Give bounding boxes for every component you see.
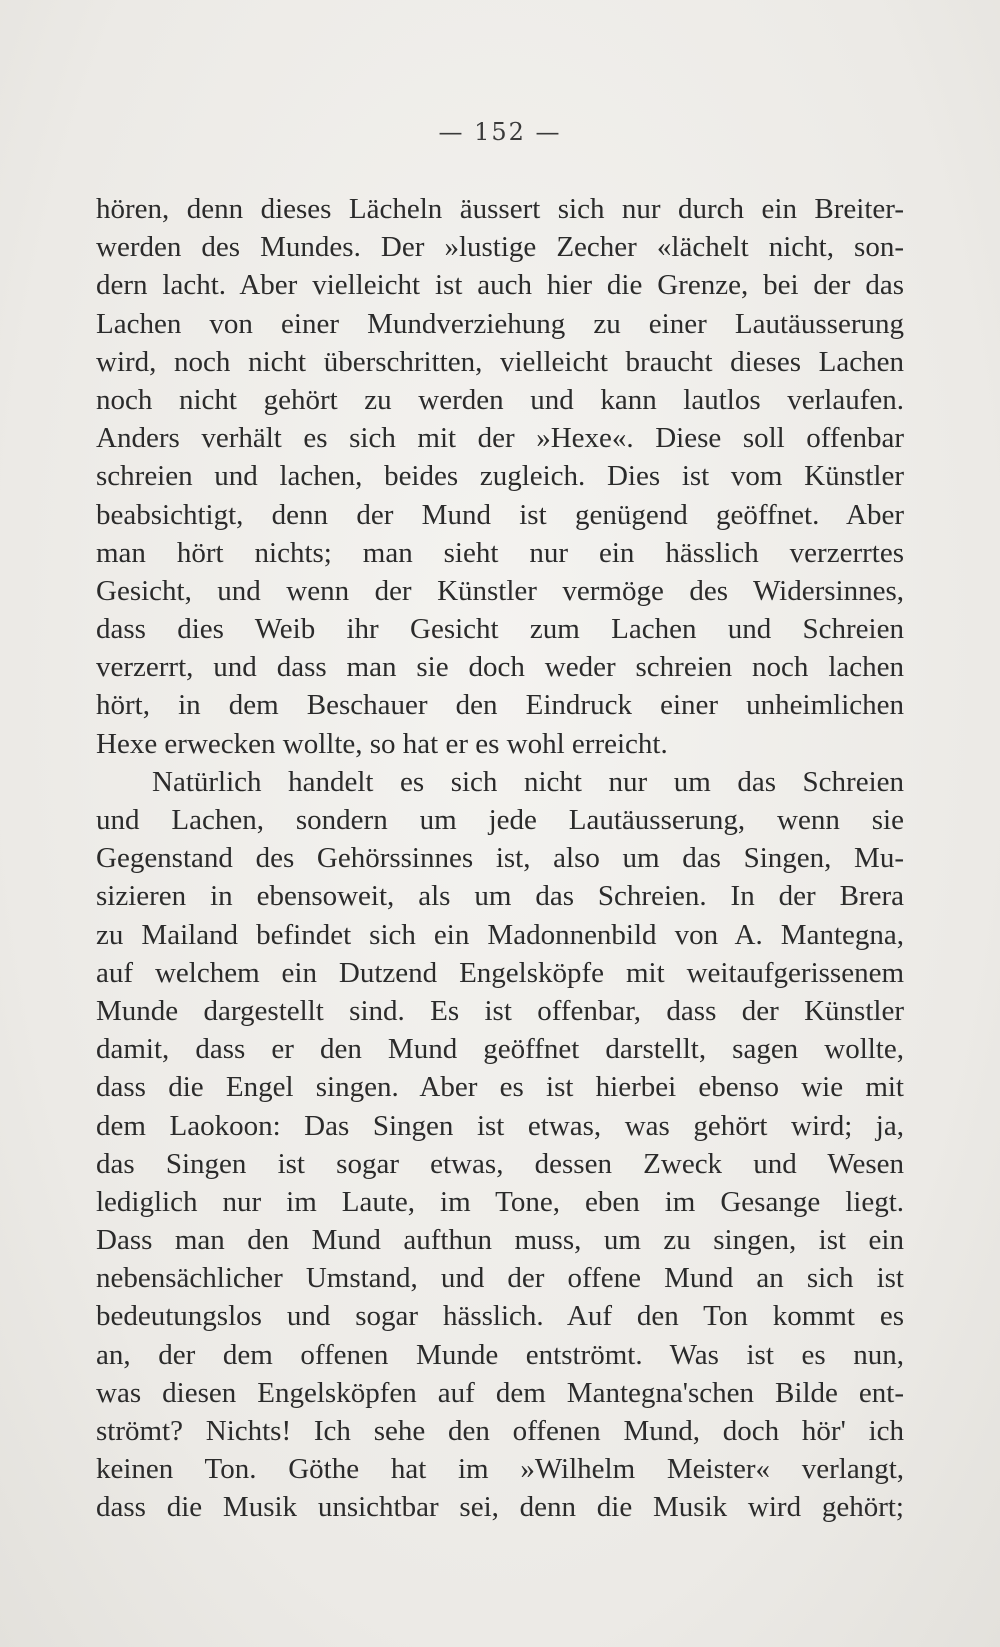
text-line: verzerrt, und dass man sie doch weder schreien noch lachen xyxy=(96,651,904,684)
body-text xyxy=(96,190,904,1527)
text-line: bedeutungslos und sogar hässlich. Auf den Ton kommt es xyxy=(96,1300,904,1333)
text-line: dass die Engel singen. Aber es ist hierbei ebenso wie mit xyxy=(96,1071,904,1104)
text-line: dern lacht. Aber vielleicht ist auch hier die Grenze, bei der das xyxy=(96,269,904,302)
text-line: beabsichtigt, denn der Mund ist genügend geöffnet. Aber xyxy=(96,498,904,531)
text-line: Natürlich handelt es sich nicht nur um das Schreien xyxy=(152,765,904,798)
text-line: dass die Musik unsichtbar sei, denn die Musik wird gehört; xyxy=(96,1491,904,1524)
text-line: werden des Mundes. Der »lustige Zecher «lächelt nicht, son- xyxy=(96,231,904,264)
text-line: strömt? Nichts! Ich sehe den offenen Mund, doch hör' ich xyxy=(96,1415,904,1447)
text-line: damit, dass er den Mund geöffnet darstellt, sagen wollte, xyxy=(96,1033,904,1066)
text-line: keinen Ton. Göthe hat im »Wilhelm Meister« verlangt, xyxy=(96,1453,904,1486)
page-number: — 152 — xyxy=(438,118,562,146)
text-line: Hexe erwecken wollte, so hat er es wohl erreicht. xyxy=(96,727,668,760)
text-line: sizieren in ebensoweit, als um das Schreien. In der Brera xyxy=(96,880,904,913)
text-line: was diesen Engelsköpfen auf dem Mantegna'schen Bilde ent- xyxy=(96,1376,904,1409)
text-line: Gesicht, und wenn der Künstler vermöge des Widersinnes, xyxy=(96,574,904,607)
text-line: das Singen ist sogar etwas, dessen Zweck und Wesen xyxy=(96,1147,904,1180)
text-line: wird, noch nicht überschritten, vielleicht braucht dieses Lachen xyxy=(96,345,904,378)
text-line: und Lachen, sondern um jede Lautäusserung, wenn sie xyxy=(96,804,904,836)
text-line: schreien und lachen, beides zugleich. Dies ist vom Künstler xyxy=(96,460,904,493)
text-line: hören, denn dieses Lächeln äussert sich nur durch ein Breiter- xyxy=(96,193,904,225)
text-line: lediglich nur im Laute, im Tone, eben im Gesange liegt. xyxy=(96,1185,904,1218)
text-line: Gegenstand des Gehörssinnes ist, also um das Singen, Mu- xyxy=(96,842,904,875)
text-line: Dass man den Mund aufthun muss, um zu singen, ist ein xyxy=(96,1224,904,1257)
text-line: Munde dargestellt sind. Es ist offenbar, dass der Künstler xyxy=(96,994,904,1027)
text-line: Anders verhält es sich mit der »Hexe«. Diese soll offenbar xyxy=(96,422,904,455)
text-line: noch nicht gehört zu werden und kann lautlos verlaufen. xyxy=(96,383,904,416)
text-line: zu Mailand befindet sich ein Madonnenbild von A. Mantegna, xyxy=(96,918,904,951)
text-line: an, der dem offenen Munde entströmt. Was ist es nun, xyxy=(96,1338,904,1371)
text-line: auf welchem ein Dutzend Engelsköpfe mit weitaufgerissenem xyxy=(96,956,904,989)
text-line: Lachen von einer Mundverziehung zu einer Lautäusserung xyxy=(96,307,904,340)
text-line: dass dies Weib ihr Gesicht zum Lachen und Schreien xyxy=(96,613,904,646)
text-line: nebensächlicher Umstand, und der offene Mund an sich ist xyxy=(96,1262,904,1295)
text-line: dem Laokoon: Das Singen ist etwas, was gehört wird; ja, xyxy=(96,1109,904,1142)
text-line: man hört nichts; man sieht nur ein hässlich verzerrtes xyxy=(96,536,904,569)
text-line: hört, in dem Beschauer den Eindruck einer unheimlichen xyxy=(96,689,904,722)
